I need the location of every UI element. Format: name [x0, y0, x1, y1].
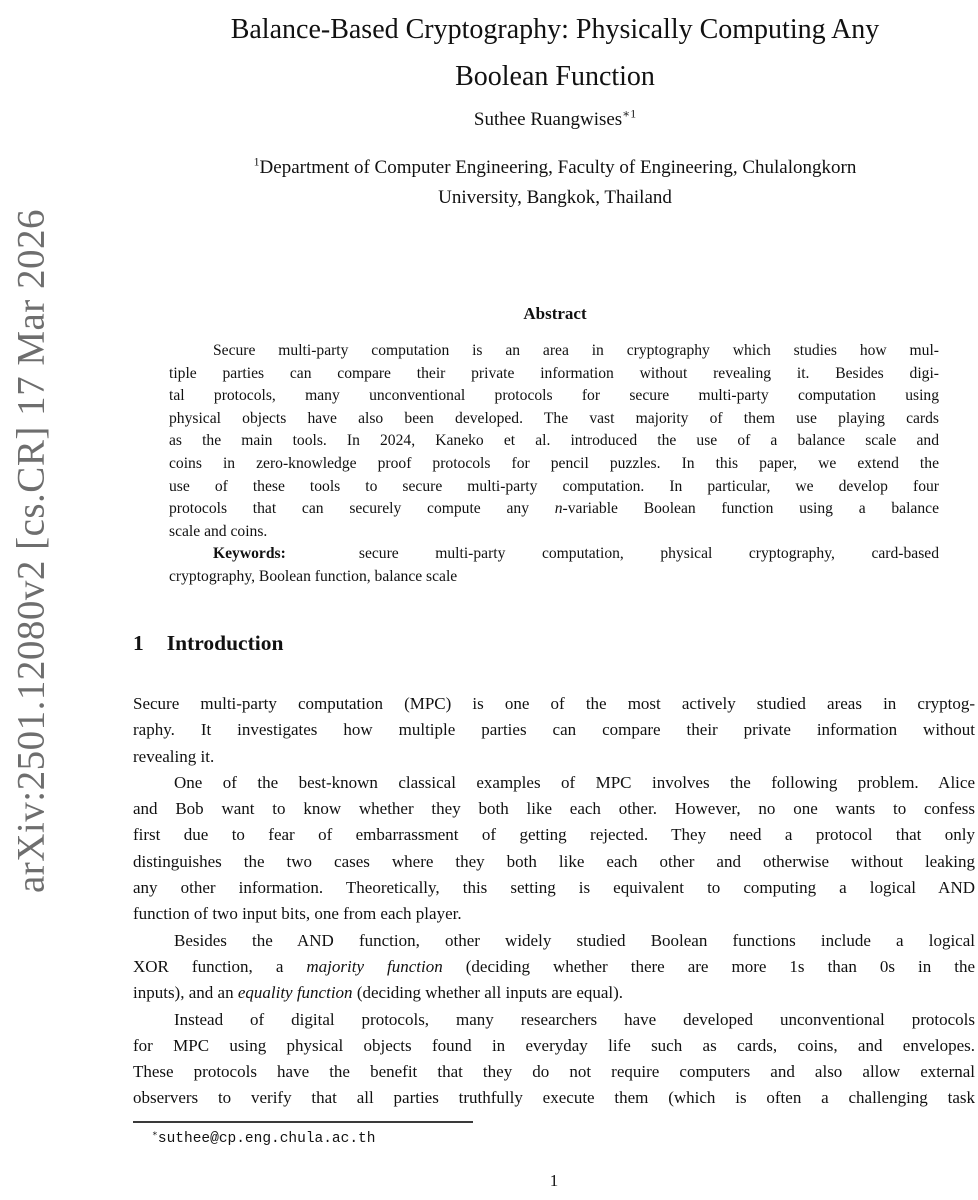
paper-title [133, 6, 977, 100]
abstract-heading: Abstract [523, 304, 587, 323]
keywords-paragraph: Keywords: secure multi-party computation, physical cryptography, card-based cryptography, Boolean function, balance scale [169, 545, 939, 585]
footnote-rule [133, 1121, 473, 1123]
author-name: Suthee Ruangwises [473, 109, 623, 130]
footnote-marker: ∗ [152, 1128, 158, 1138]
section-number: 1 [133, 631, 144, 655]
author-line [133, 109, 977, 131]
paper-title-line2: Boolean Function [455, 61, 655, 92]
intro-paragraph-2: One of the best-known classical examples of MPC involves the following problem. Alice and Bob want to know whether they both like each other. However, no one wants to confess first due to fear of embarrassment of getting rejected. They need a protocol that only distinguishes the two cases where they both like each other and otherwise without leaking any other information. Theoretically, this setting is equivalent to computing a logical AND function of two input bits, one from each player. [133, 772, 975, 924]
author-footnote-marker: ∗1 [622, 107, 637, 121]
intro-paragraph-4: Instead of digital protocols, many researchers have developed unconventional protocols for MPC using physical objects found in everyday life such as cards, coins, and envelopes. These protocols have the benefit that they do not require computers and also allow external observers to verify that all parties truthfully execute them (which is often a challenging task [133, 1009, 975, 1108]
page-number: 1 [549, 1171, 559, 1190]
intro-paragraph-3: Besides the AND function, other widely studied Boolean functions include a logical XOR function, a majority function (deciding whether there are more 1s than 0s in the inputs), and an equality function (deciding whether all inputs are equal). [133, 930, 975, 1003]
paper-title-line1: Balance-Based Cryptography: Physically Computing Any [230, 14, 880, 45]
affiliation-line2: University, Bangkok, Thailand [438, 187, 672, 208]
intro-paragraph-1: Secure multi-party computation (MPC) is one of the most actively studied areas in cryptog- raphy. It investigates how multiple parties can compare their private information without revealing it. [133, 694, 975, 766]
affiliation-marker: 1 [253, 155, 260, 169]
arxiv-watermark: arXiv:2501.12080v2 [cs.CR] 17 Mar 2026 [9, 208, 53, 894]
abstract-paragraph: Secure multi-party computation is an area in cryptography which studies how mul- tiple parties can compare their private information without revealing it. Besides digi- tal protocols, many unconventional protocols for secure multi-party computation using physical objects have also been developed. The vast majority of them use playing cards as the main tools. In 2024, Kaneko et al. introduced the use of a balance scale and coins in zero-knowledge proof protocols for pencil puzzles. In this paper, we extend the use of these tools to secure multi-party computation. In particular, we develop four protocols that can securely compute any n-variable Boolean function using a balance scale and coins. [169, 342, 939, 540]
introduction-body [133, 691, 975, 1112]
section-heading-introduction [133, 631, 283, 656]
section-title: Introduction [166, 631, 284, 655]
affiliation-line1: $^1$Department of Computer Engineering, Faculty of Engineering, Chulalongkorn [253, 155, 857, 178]
abstract-block [169, 340, 939, 589]
footnote-email [152, 1128, 375, 1147]
footnote-email-text: suthee@cp.eng.chula.ac.th [157, 1130, 376, 1147]
affiliation [133, 153, 977, 213]
